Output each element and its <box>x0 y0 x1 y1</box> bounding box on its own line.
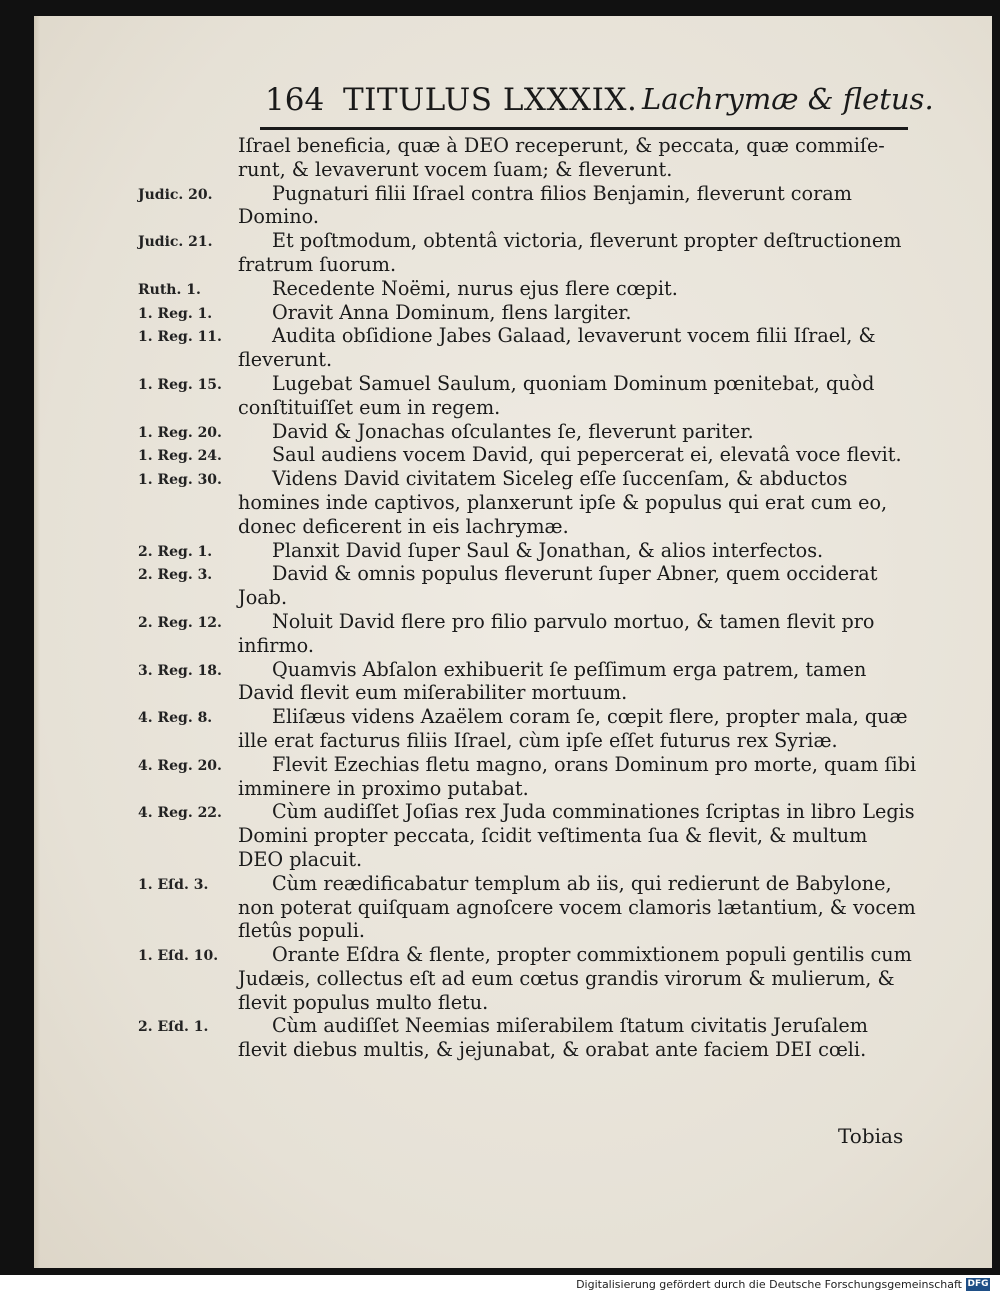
running-header <box>265 82 934 128</box>
entry-text-content: Planxit David ſuper Saul & Jonathan, & alios interfectos. <box>272 538 824 562</box>
entry-row <box>138 420 918 444</box>
scripture-reference: Ruth. 1. <box>138 281 201 298</box>
scripture-reference: 1. Reg. 20. <box>138 424 222 441</box>
entry-text <box>238 872 918 943</box>
scripture-reference: 2. Eſd. 1. <box>138 1019 209 1036</box>
entry-row <box>138 539 918 563</box>
title-heading: TITULUS LXXXIX. <box>343 82 638 118</box>
entry-text <box>238 705 918 753</box>
entry-row <box>138 324 918 372</box>
entry-text <box>238 1014 918 1062</box>
entry-text <box>238 324 918 372</box>
entry-row <box>138 872 918 943</box>
scripture-reference: 4. Reg. 20. <box>138 757 222 774</box>
entry-row <box>138 658 918 706</box>
entry-text-content: Oravit Anna Dominum, flens largiter. <box>272 300 632 324</box>
entry-text <box>238 800 918 871</box>
scripture-reference: 2. Reg. 1. <box>138 543 213 560</box>
scripture-reference: 2. Reg. 3. <box>138 567 213 584</box>
entry-text <box>238 229 918 277</box>
entry-list <box>138 182 918 1062</box>
entry-row <box>138 443 918 467</box>
catchword: Tobias <box>838 1124 904 1148</box>
entry-text <box>238 277 918 301</box>
entry-text-content: Cùm audiſſet Neemias miſerabilem ſtatum civitatis Jeruſalem flevit diebus multis, & jejunabat, & orabat ante faciem DEI cœli. <box>238 1014 868 1062</box>
scripture-reference: 2. Reg. 12. <box>138 614 222 631</box>
scripture-reference: 1. Eſd. 10. <box>138 948 219 965</box>
entry-text-content: Saul audiens vocem David, qui pepercerat ei, elevatâ voce flevit. <box>272 443 902 467</box>
entry-text-content: Pugnaturi filii Iſrael contra filios Benjamin, fleverunt coram Domino. <box>238 181 852 229</box>
entry-text <box>238 372 918 420</box>
entry-text-content: Quamvis Abſalon exhibuerit ſe peſſimum erga patrem, tamen David flevit eum miſerabiliter mortuum. <box>238 657 867 705</box>
entry-text-content: Recedente Noëmi, nurus ejus flere cœpit. <box>272 276 678 300</box>
entry-text <box>238 443 918 467</box>
dfg-logo: DFG <box>967 1279 989 1289</box>
entry-text-content: Orante Eſdra & flente, propter commixtionem populi gentilis cum Judæis, collectus eſt ad eum cœtus grandis virorum & mulierum, & flevit populus multo fletu. <box>238 943 912 1014</box>
scripture-reference: 4. Reg. 22. <box>138 805 222 822</box>
entry-row <box>138 277 918 301</box>
entry-row <box>138 705 918 753</box>
lead-line: runt, & levaverunt vocem ſuam; & fleverunt. <box>238 157 673 181</box>
scripture-reference: 1. Reg. 15. <box>138 376 222 393</box>
entry-row <box>138 372 918 420</box>
subject-heading: Lachrymæ & fletus. <box>642 82 934 116</box>
entry-text <box>238 539 918 563</box>
entry-text-content: Eliſæus videns Azaëlem coram ſe, cœpit flere, propter mala, quæ ille erat facturus filiis Iſrael, cùm ipſe eſſet futurus rex Syriæ. <box>238 705 908 752</box>
entry-text-content: Lugebat Samuel Saulum, quoniam Dominum pœnitebat, quòd conſtituiſſet eum in regem. <box>238 371 875 419</box>
entry-text <box>238 420 918 444</box>
entry-text-content: David & omnis populus fleverunt ſuper Abner, quem occiderat Joab. <box>238 562 878 610</box>
text-body <box>138 134 918 1062</box>
entry-row <box>138 301 918 325</box>
page-number: 164 <box>265 82 325 118</box>
entry-text-content: Videns David civitatem Siceleg eſſe ſuccenſam, & abductos homines inde captivos, planxerunt ipſe & populus qui erat cum eo, donec deficerent in eis lachrymæ. <box>238 467 888 538</box>
scripture-reference: 1. Reg. 1. <box>138 305 213 322</box>
scripture-reference: 1. Reg. 11. <box>138 329 222 346</box>
entry-text <box>238 943 918 1014</box>
page-edge-shadow <box>34 16 40 1268</box>
scripture-reference: 3. Reg. 18. <box>138 662 222 679</box>
entry-text <box>238 182 918 230</box>
entry-text <box>238 467 918 538</box>
entry-row <box>138 943 918 1014</box>
scripture-reference: Judic. 20. <box>138 186 213 203</box>
lead-line: Iſrael beneficia, quæ à DEO receperunt, & peccata, quæ commiſe- <box>238 134 885 157</box>
entry-text-content: Cùm audiſſet Joſias rex Juda comminationes ſcriptas in libro Legis Domini propter peccata, ſcidit veſtimenta ſua & flevit, & multum DEO placuit. <box>238 800 915 871</box>
entry-text <box>238 753 918 801</box>
scripture-reference: 1. Reg. 24. <box>138 448 222 465</box>
entry-row <box>138 229 918 277</box>
digitization-credit: Digitalisierung gefördert durch die Deutsche Forschungsgemeinschaft <box>576 1278 962 1291</box>
scripture-reference: Judic. 21. <box>138 234 213 251</box>
entry-text-content: Noluit David flere pro filio parvulo mortuo, & tamen flevit pro infirmo. <box>238 609 875 657</box>
entry-text <box>238 658 918 706</box>
scripture-reference: 4. Reg. 8. <box>138 710 213 727</box>
scripture-reference: 1. Reg. 30. <box>138 472 222 489</box>
entry-row <box>138 182 918 230</box>
header-rule <box>260 127 908 130</box>
continued-text <box>238 134 918 182</box>
entry-text-content: Flevit Ezechias fletu magno, orans Dominum pro morte, quam ſibi imminere in proximo putabat. <box>238 752 917 800</box>
footer-bar <box>0 1275 1000 1295</box>
entry-row <box>138 562 918 610</box>
scripture-reference: 1. Eſd. 3. <box>138 876 209 893</box>
entry-text-content: Cùm reædificabatur templum ab iis, qui redierunt de Babylone, non poterat quiſquam agnoſcere vocem clamoris lætantium, & vocem fletûs populi. <box>238 871 916 943</box>
entry-text <box>238 301 918 325</box>
entry-row <box>138 467 918 538</box>
entry-row <box>138 800 918 871</box>
entry-text-content: David & Jonachas oſculantes ſe, fleverunt pariter. <box>272 419 754 443</box>
entry-text-content: Et poſtmodum, obtentâ victoria, fleverunt propter deſtructionem fratrum ſuorum. <box>238 229 902 276</box>
entry-text-content: Audita obſidione Jabes Galaad, levaverunt vocem filii Iſrael, & fleverunt. <box>238 324 876 372</box>
entry-row <box>138 753 918 801</box>
entry-row <box>138 1014 918 1062</box>
entry-text <box>238 562 918 610</box>
entry-text <box>238 610 918 658</box>
entry-row <box>138 610 918 658</box>
